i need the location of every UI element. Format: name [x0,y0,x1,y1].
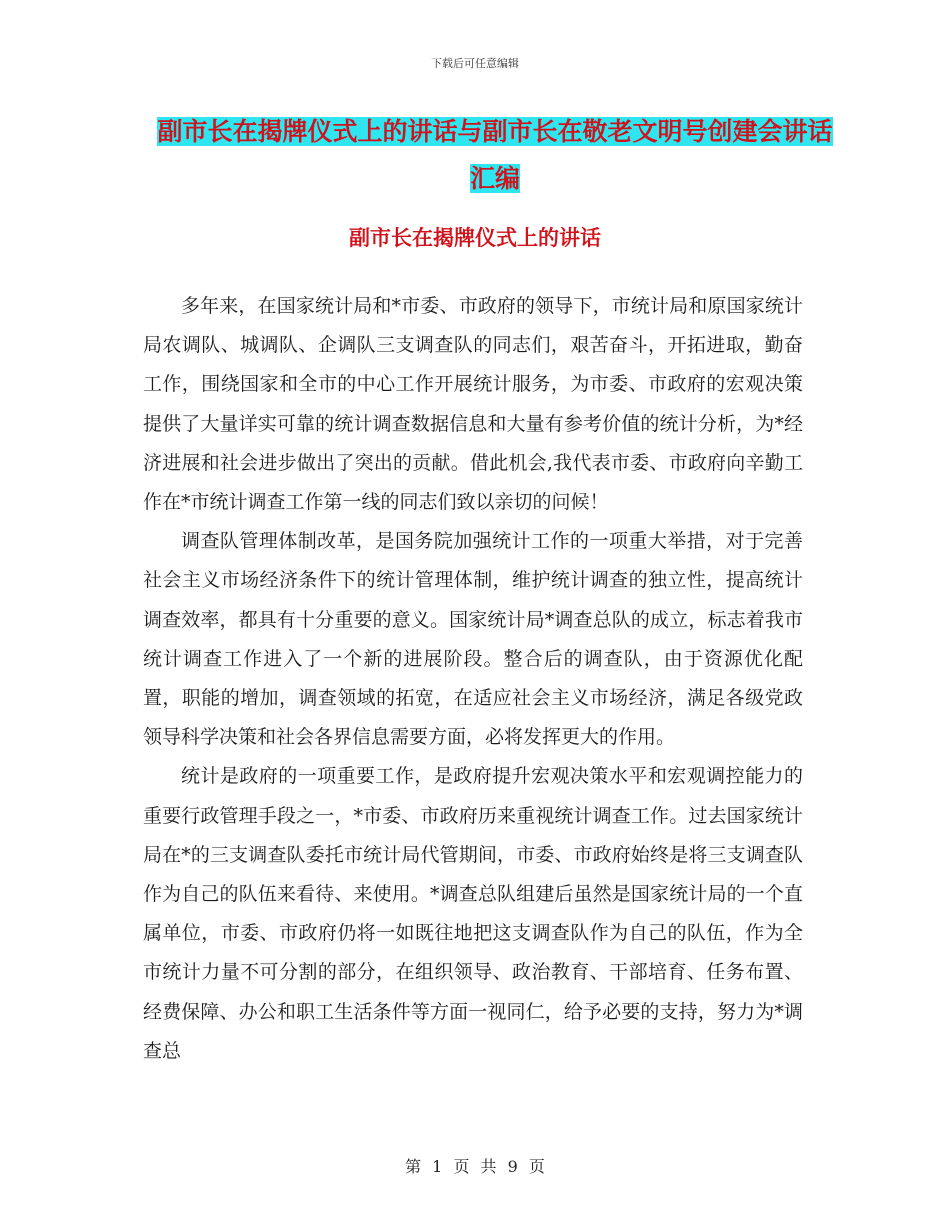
page-footer: 第 1 页 共 9 页 [405,1157,545,1176]
document-title [150,108,840,202]
header-note: 下载后可任意编辑 [431,57,519,70]
paragraph: 调查队管理体制改革，是国务院加强统计工作的一项重大举措，对于完善社会主义市场经济条件下的统计管理体制，维护统计调查的独立性，提高统计调查效率，都具有十分重要的意义。国家统计局*调查总队的成立，标志着我市统计调查工作进入了一个新的进展阶段。整合后的调查队，由于资源优化配置，职能的增加，调查领域的拓宽，在适应社会主义市场经济，满足各级党政领导科学决策和社会各界信息需要方面，必将发挥更大的作用。 [143,530,803,749]
document-title-text: 副市长在揭牌仪式上的讲话与副市长在敬老文明号创建会讲话汇编 [157,117,833,193]
section-title: 副市长在揭牌仪式上的讲话 [349,226,601,250]
body-text [143,287,803,1071]
paragraph: 多年来，在国家统计局和*市委、市政府的领导下，市统计局和原国家统计局农调队、城调队、企调队三支调查队的同志们，艰苦奋斗，开拓进取，勤奋工作，围绕国家和全市的中心工作开展统计服务，为市委、市政府的宏观决策提供了大量详实可靠的统计调查数据信息和大量有参考价值的统计分析，为*经济进展和社会进步做出了突出的贡献。借此机会,我代表市委、市政府向辛勤工作在*市统计调查工作第一线的同志们致以亲切的问候！ [143,295,803,514]
paragraph: 统计是政府的一项重要工作，是政府提升宏观决策水平和宏观调控能力的重要行政管理手段之一，*市委、市政府历来重视统计调查工作。过去国家统计局在*的三支调查队委托市统计局代管期间，市委、市政府始终是将三支调查队作为自己的队伍来看待、来使用。*调查总队组建后虽然是国家统计局的一个直属单位，市委、市政府仍将一如既往地把这支调查队作为自己的队伍，作为全市统计力量不可分割的部分，在组织领导、政治教育、干部培育、任务布置、经费保障、办公和职工生活条件等方面一视同仁，给予必要的支持，努力为*调查总 [143,765,803,1062]
